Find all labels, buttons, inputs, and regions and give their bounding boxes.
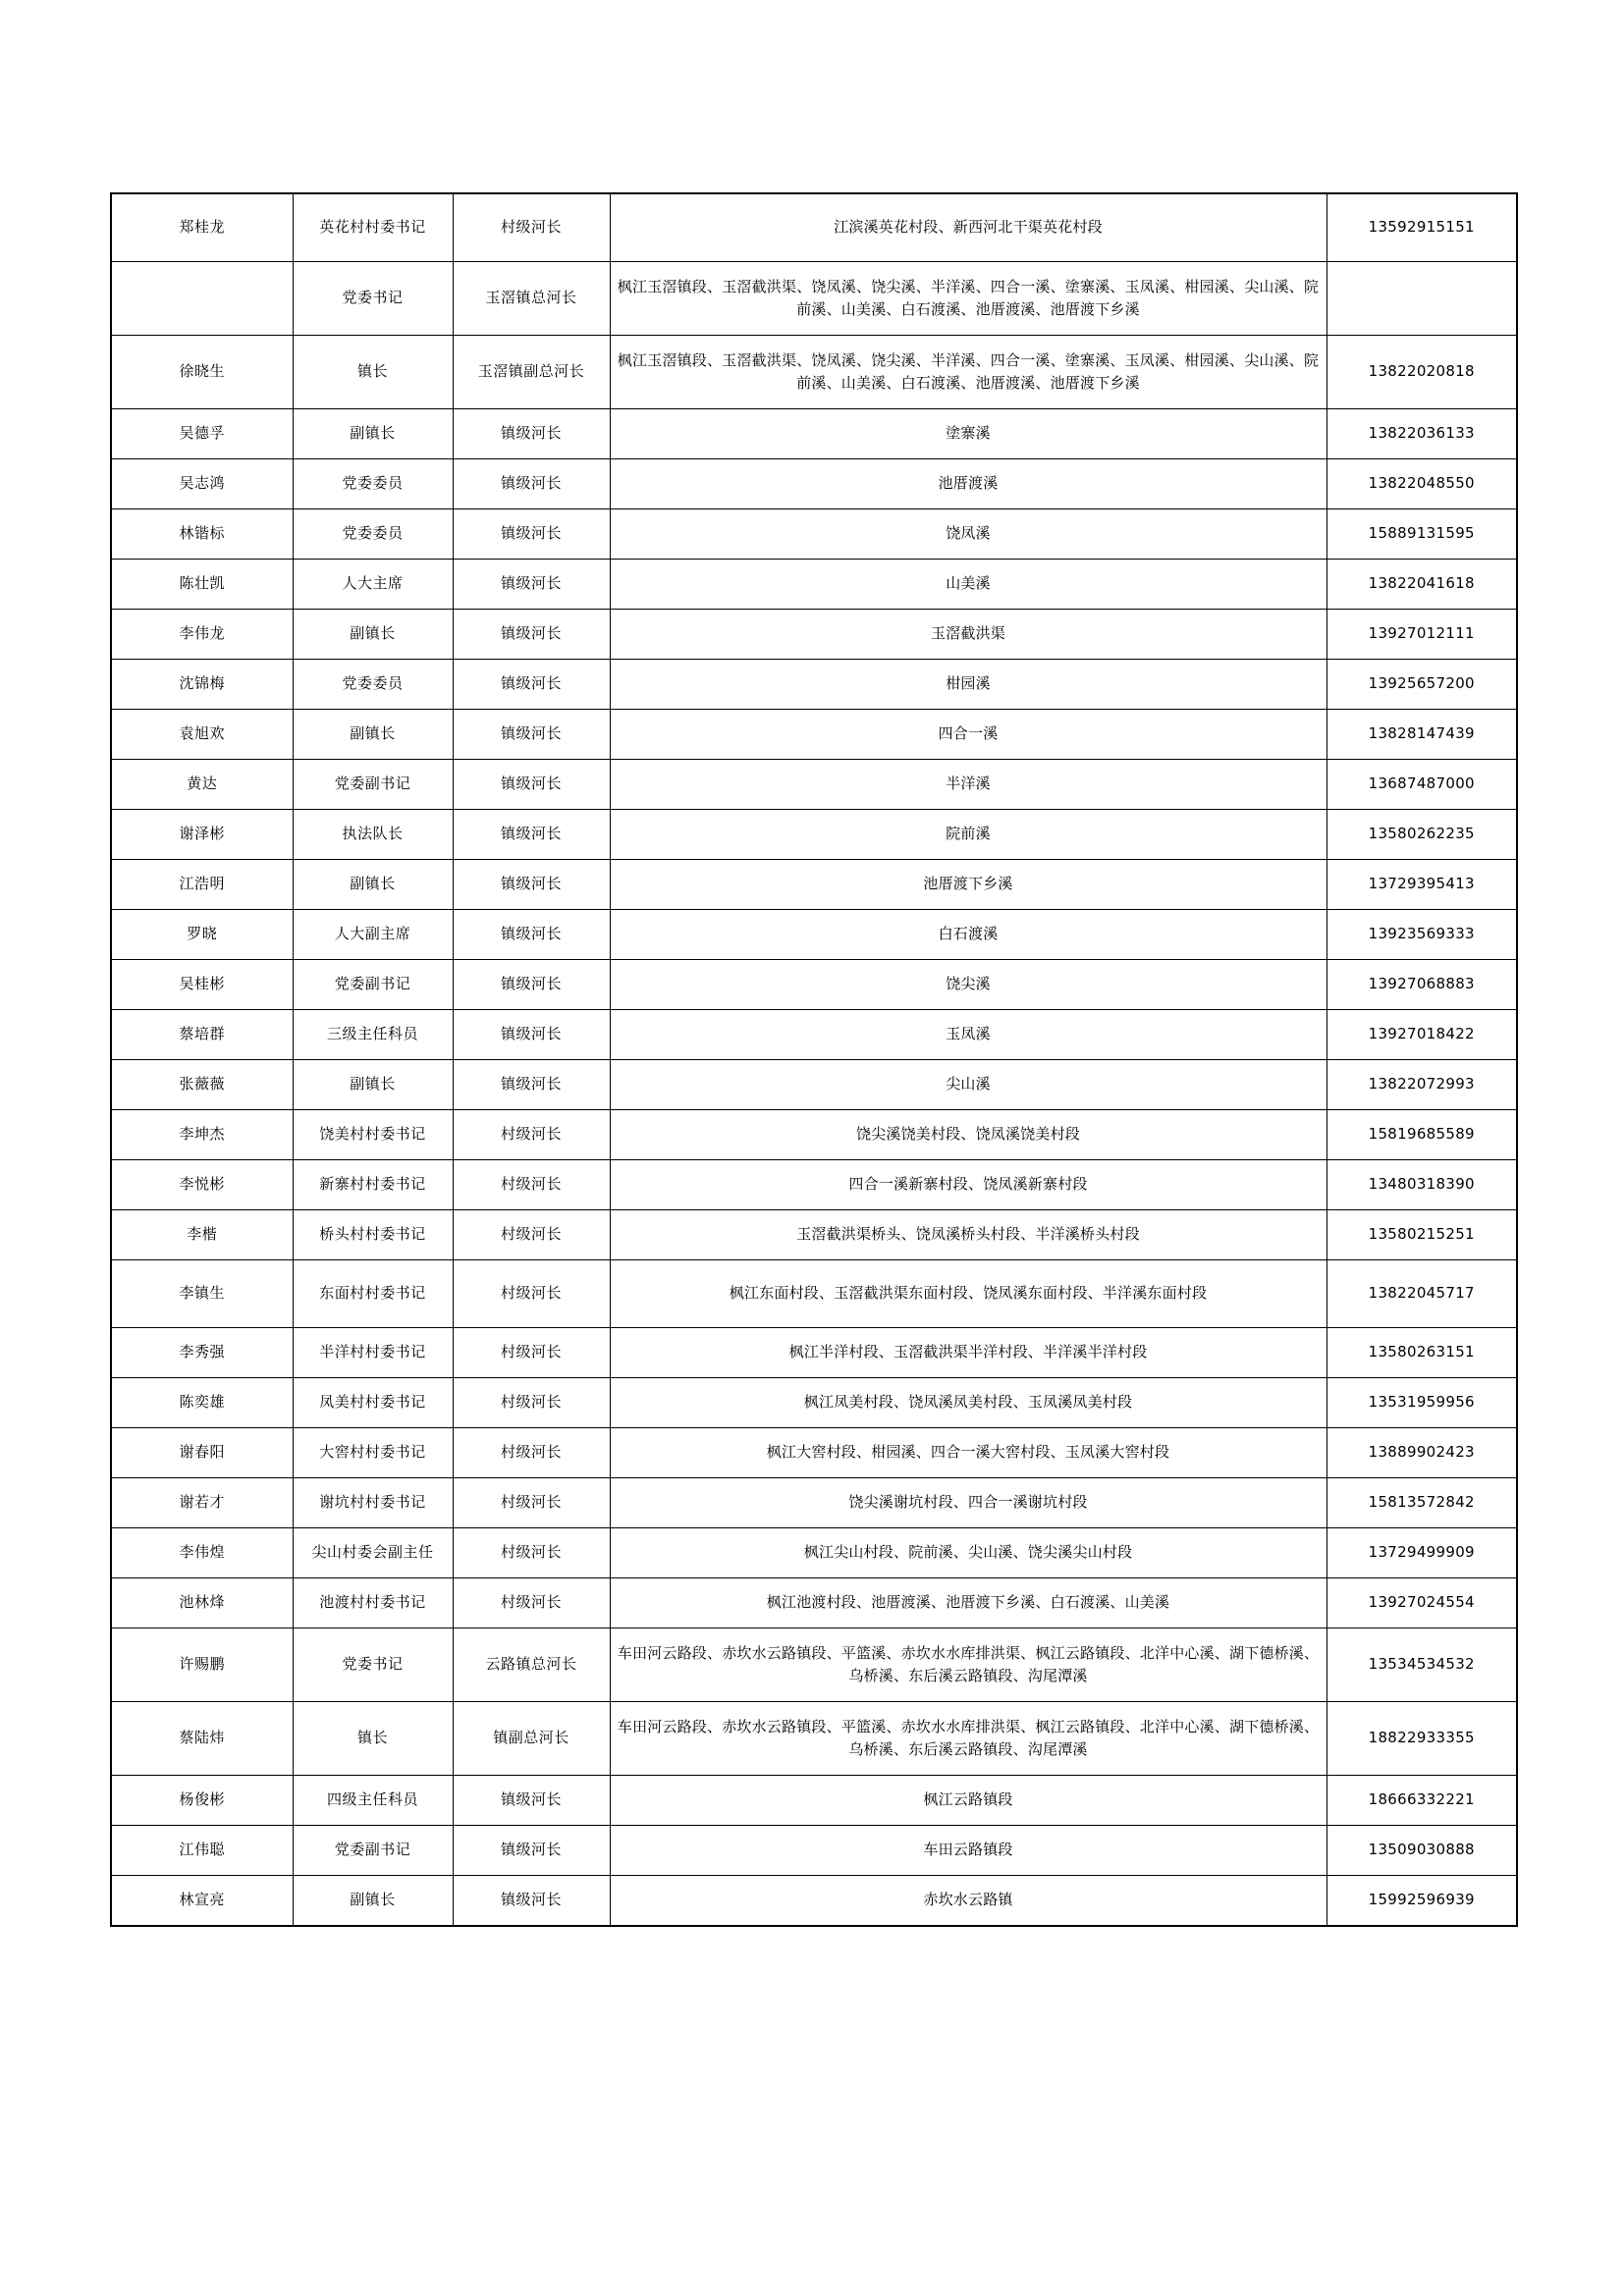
table-row bbox=[111, 1428, 1517, 1478]
cell-river-chief-level: 村级河长 bbox=[453, 1528, 610, 1578]
cell-responsible-river-section: 半洋溪 bbox=[610, 760, 1326, 810]
cell-post: 党委副书记 bbox=[293, 960, 453, 1010]
cell-name: 陈壮凯 bbox=[111, 560, 293, 610]
cell-responsible-river-section: 枫江凤美村段、饶凤溪凤美村段、玉凤溪凤美村段 bbox=[610, 1378, 1326, 1428]
cell-responsible-river-section: 四合一溪 bbox=[610, 710, 1326, 760]
cell-name: 林锴标 bbox=[111, 509, 293, 560]
cell-river-chief-level: 镇级河长 bbox=[453, 960, 610, 1010]
cell-responsible-river-section: 车田云路镇段 bbox=[610, 1826, 1326, 1876]
table-row bbox=[111, 860, 1517, 910]
cell-name: 江伟聪 bbox=[111, 1826, 293, 1876]
cell-responsible-river-section: 枫江半洋村段、玉滘截洪渠半洋村段、半洋溪半洋村段 bbox=[610, 1328, 1326, 1378]
cell-responsible-river-section: 池厝渡下乡溪 bbox=[610, 860, 1326, 910]
cell-river-chief-level: 镇级河长 bbox=[453, 1776, 610, 1826]
table-row bbox=[111, 1378, 1517, 1428]
cell-responsible-river-section: 四合一溪新寨村段、饶凤溪新寨村段 bbox=[610, 1160, 1326, 1210]
cell-phone-number: 13534534532 bbox=[1326, 1629, 1517, 1702]
cell-river-chief-level: 村级河长 bbox=[453, 1160, 610, 1210]
cell-post: 副镇长 bbox=[293, 409, 453, 459]
cell-phone-number: 13580262235 bbox=[1326, 810, 1517, 860]
cell-responsible-river-section: 枫江大窖村段、柑园溪、四合一溪大窖村段、玉凤溪大窖村段 bbox=[610, 1428, 1326, 1478]
cell-phone-number: 13925657200 bbox=[1326, 660, 1517, 710]
table-row bbox=[111, 1826, 1517, 1876]
cell-post: 谢坑村村委书记 bbox=[293, 1478, 453, 1528]
table-row bbox=[111, 560, 1517, 610]
cell-name: 李秀强 bbox=[111, 1328, 293, 1378]
table-row bbox=[111, 1110, 1517, 1160]
cell-responsible-river-section: 池厝渡溪 bbox=[610, 459, 1326, 509]
table-row bbox=[111, 1010, 1517, 1060]
table-body bbox=[111, 193, 1517, 1926]
cell-river-chief-level: 村级河长 bbox=[453, 1578, 610, 1629]
cell-phone-number: 15819685589 bbox=[1326, 1110, 1517, 1160]
cell-post: 党委委员 bbox=[293, 459, 453, 509]
cell-river-chief-level: 镇级河长 bbox=[453, 1876, 610, 1927]
cell-river-chief-level: 镇级河长 bbox=[453, 1826, 610, 1876]
cell-river-chief-level: 玉滘镇副总河长 bbox=[453, 336, 610, 409]
cell-responsible-river-section: 玉滘截洪渠桥头、饶凤溪桥头村段、半洋溪桥头村段 bbox=[610, 1210, 1326, 1260]
cell-phone-number: 18666332221 bbox=[1326, 1776, 1517, 1826]
cell-river-chief-level: 村级河长 bbox=[453, 193, 610, 262]
cell-phone-number: 13480318390 bbox=[1326, 1160, 1517, 1210]
cell-phone-number: 13923569333 bbox=[1326, 910, 1517, 960]
cell-name: 张薇薇 bbox=[111, 1060, 293, 1110]
cell-responsible-river-section: 山美溪 bbox=[610, 560, 1326, 610]
cell-name: 罗晓 bbox=[111, 910, 293, 960]
cell-name: 杨俊彬 bbox=[111, 1776, 293, 1826]
cell-river-chief-level: 村级河长 bbox=[453, 1328, 610, 1378]
table-row bbox=[111, 409, 1517, 459]
cell-river-chief-level: 镇级河长 bbox=[453, 560, 610, 610]
cell-phone-number: 13822072993 bbox=[1326, 1060, 1517, 1110]
cell-responsible-river-section: 玉滘截洪渠 bbox=[610, 610, 1326, 660]
cell-post: 党委委员 bbox=[293, 660, 453, 710]
cell-name: 李悦彬 bbox=[111, 1160, 293, 1210]
river-chief-table-container bbox=[110, 192, 1516, 1927]
table-row bbox=[111, 1210, 1517, 1260]
cell-phone-number: 15813572842 bbox=[1326, 1478, 1517, 1528]
cell-river-chief-level: 玉滘镇总河长 bbox=[453, 262, 610, 336]
cell-name: 李镇生 bbox=[111, 1260, 293, 1328]
table-row bbox=[111, 1160, 1517, 1210]
cell-post: 英花村村委书记 bbox=[293, 193, 453, 262]
cell-phone-number: 13927018422 bbox=[1326, 1010, 1517, 1060]
cell-phone-number: 13687487000 bbox=[1326, 760, 1517, 810]
cell-post: 副镇长 bbox=[293, 1876, 453, 1927]
cell-name: 林宣亮 bbox=[111, 1876, 293, 1927]
table-row bbox=[111, 193, 1517, 262]
cell-phone-number: 13580215251 bbox=[1326, 1210, 1517, 1260]
cell-post: 人大主席 bbox=[293, 560, 453, 610]
table-row bbox=[111, 1328, 1517, 1378]
cell-name: 谢春阳 bbox=[111, 1428, 293, 1478]
table-row bbox=[111, 1478, 1517, 1528]
cell-phone-number: 13580263151 bbox=[1326, 1328, 1517, 1378]
cell-post: 半洋村村委书记 bbox=[293, 1328, 453, 1378]
cell-responsible-river-section: 院前溪 bbox=[610, 810, 1326, 860]
cell-post: 党委副书记 bbox=[293, 1826, 453, 1876]
cell-post: 凤美村村委书记 bbox=[293, 1378, 453, 1428]
cell-name: 江浩明 bbox=[111, 860, 293, 910]
table-row bbox=[111, 1060, 1517, 1110]
cell-post: 党委书记 bbox=[293, 1629, 453, 1702]
cell-post: 副镇长 bbox=[293, 710, 453, 760]
cell-responsible-river-section: 江滨溪英花村段、新西河北干渠英花村段 bbox=[610, 193, 1326, 262]
cell-name: 黄达 bbox=[111, 760, 293, 810]
cell-name: 谢若才 bbox=[111, 1478, 293, 1528]
cell-name: 蔡陆炜 bbox=[111, 1702, 293, 1776]
cell-river-chief-level: 村级河长 bbox=[453, 1378, 610, 1428]
cell-responsible-river-section: 枫江玉滘镇段、玉滘截洪渠、饶凤溪、饶尖溪、半洋溪、四合一溪、塗寨溪、玉凤溪、柑园溪、尖山溪、院前溪、山美溪、白石渡溪、池厝渡溪、池厝渡下乡溪 bbox=[610, 336, 1326, 409]
cell-river-chief-level: 镇级河长 bbox=[453, 910, 610, 960]
cell-name: 陈奕雄 bbox=[111, 1378, 293, 1428]
table-row bbox=[111, 1876, 1517, 1927]
cell-post: 镇长 bbox=[293, 336, 453, 409]
cell-post: 三级主任科员 bbox=[293, 1010, 453, 1060]
cell-post: 池渡村村委书记 bbox=[293, 1578, 453, 1629]
cell-post: 党委副书记 bbox=[293, 760, 453, 810]
cell-river-chief-level: 镇级河长 bbox=[453, 660, 610, 710]
cell-post: 副镇长 bbox=[293, 1060, 453, 1110]
cell-phone-number: 15889131595 bbox=[1326, 509, 1517, 560]
cell-responsible-river-section: 柑园溪 bbox=[610, 660, 1326, 710]
cell-responsible-river-section: 赤坎水云路镇 bbox=[610, 1876, 1326, 1927]
cell-name: 沈锦梅 bbox=[111, 660, 293, 710]
cell-name: 吴德孚 bbox=[111, 409, 293, 459]
cell-river-chief-level: 镇级河长 bbox=[453, 459, 610, 509]
cell-river-chief-level: 镇级河长 bbox=[453, 1060, 610, 1110]
cell-post: 东面村村委书记 bbox=[293, 1260, 453, 1328]
table-row bbox=[111, 1528, 1517, 1578]
cell-responsible-river-section: 塗寨溪 bbox=[610, 409, 1326, 459]
cell-post: 桥头村村委书记 bbox=[293, 1210, 453, 1260]
cell-name: 徐晓生 bbox=[111, 336, 293, 409]
cell-responsible-river-section: 白石渡溪 bbox=[610, 910, 1326, 960]
cell-post: 党委委员 bbox=[293, 509, 453, 560]
cell-river-chief-level: 镇级河长 bbox=[453, 409, 610, 459]
cell-phone-number: 13927012111 bbox=[1326, 610, 1517, 660]
cell-phone-number: 13729499909 bbox=[1326, 1528, 1517, 1578]
cell-phone-number: 13822048550 bbox=[1326, 459, 1517, 509]
cell-name bbox=[111, 262, 293, 336]
cell-phone-number: 13927024554 bbox=[1326, 1578, 1517, 1629]
cell-river-chief-level: 镇级河长 bbox=[453, 760, 610, 810]
table-row bbox=[111, 1629, 1517, 1702]
cell-post: 人大副主席 bbox=[293, 910, 453, 960]
cell-responsible-river-section: 饶尖溪谢坑村段、四合一溪谢坑村段 bbox=[610, 1478, 1326, 1528]
cell-phone-number: 13828147439 bbox=[1326, 710, 1517, 760]
cell-post: 大窖村村委书记 bbox=[293, 1428, 453, 1478]
cell-phone-number: 18822933355 bbox=[1326, 1702, 1517, 1776]
table-row bbox=[111, 1260, 1517, 1328]
cell-river-chief-level: 镇级河长 bbox=[453, 860, 610, 910]
cell-phone-number: 13822020818 bbox=[1326, 336, 1517, 409]
table-row bbox=[111, 910, 1517, 960]
table-row bbox=[111, 262, 1517, 336]
cell-responsible-river-section: 饶尖溪 bbox=[610, 960, 1326, 1010]
cell-river-chief-level: 镇级河长 bbox=[453, 509, 610, 560]
cell-phone-number: 13509030888 bbox=[1326, 1826, 1517, 1876]
cell-post: 四级主任科员 bbox=[293, 1776, 453, 1826]
cell-phone-number: 15992596939 bbox=[1326, 1876, 1517, 1927]
cell-river-chief-level: 村级河长 bbox=[453, 1210, 610, 1260]
cell-name: 李楷 bbox=[111, 1210, 293, 1260]
cell-phone-number: 13822041618 bbox=[1326, 560, 1517, 610]
river-chief-table bbox=[110, 192, 1518, 1927]
cell-post: 党委书记 bbox=[293, 262, 453, 336]
cell-responsible-river-section: 车田河云路段、赤坎水云路镇段、平篮溪、赤坎水水库排洪渠、枫江云路镇段、北洋中心溪、湖下德桥溪、乌桥溪、东后溪云路镇段、沟尾潭溪 bbox=[610, 1702, 1326, 1776]
cell-river-chief-level: 云路镇总河长 bbox=[453, 1629, 610, 1702]
cell-post: 饶美村村委书记 bbox=[293, 1110, 453, 1160]
table-row bbox=[111, 509, 1517, 560]
table-row bbox=[111, 1776, 1517, 1826]
cell-river-chief-level: 镇级河长 bbox=[453, 610, 610, 660]
cell-post: 执法队长 bbox=[293, 810, 453, 860]
cell-name: 李伟龙 bbox=[111, 610, 293, 660]
cell-phone-number: 13889902423 bbox=[1326, 1428, 1517, 1478]
cell-responsible-river-section: 玉凤溪 bbox=[610, 1010, 1326, 1060]
cell-responsible-river-section: 饶尖溪饶美村段、饶凤溪饶美村段 bbox=[610, 1110, 1326, 1160]
cell-river-chief-level: 村级河长 bbox=[453, 1260, 610, 1328]
cell-phone-number: 13822045717 bbox=[1326, 1260, 1517, 1328]
cell-responsible-river-section: 枫江尖山村段、院前溪、尖山溪、饶尖溪尖山村段 bbox=[610, 1528, 1326, 1578]
table-row bbox=[111, 660, 1517, 710]
cell-name: 吴桂彬 bbox=[111, 960, 293, 1010]
cell-river-chief-level: 镇级河长 bbox=[453, 710, 610, 760]
cell-name: 郑桂龙 bbox=[111, 193, 293, 262]
cell-river-chief-level: 镇级河长 bbox=[453, 1010, 610, 1060]
cell-phone-number: 13531959956 bbox=[1326, 1378, 1517, 1428]
cell-post: 镇长 bbox=[293, 1702, 453, 1776]
cell-phone-number: 13592915151 bbox=[1326, 193, 1517, 262]
cell-name: 池林烽 bbox=[111, 1578, 293, 1629]
cell-name: 李坤杰 bbox=[111, 1110, 293, 1160]
cell-river-chief-level: 村级河长 bbox=[453, 1478, 610, 1528]
cell-responsible-river-section: 枫江玉滘镇段、玉滘截洪渠、饶凤溪、饶尖溪、半洋溪、四合一溪、塗寨溪、玉凤溪、柑园溪、尖山溪、院前溪、山美溪、白石渡溪、池厝渡溪、池厝渡下乡溪 bbox=[610, 262, 1326, 336]
table-row bbox=[111, 336, 1517, 409]
table-row bbox=[111, 1702, 1517, 1776]
cell-responsible-river-section: 枫江云路镇段 bbox=[610, 1776, 1326, 1826]
cell-name: 吴志鸿 bbox=[111, 459, 293, 509]
table-row bbox=[111, 1578, 1517, 1629]
cell-post: 副镇长 bbox=[293, 860, 453, 910]
cell-phone-number: 13822036133 bbox=[1326, 409, 1517, 459]
cell-name: 李伟煌 bbox=[111, 1528, 293, 1578]
cell-post: 新寨村村委书记 bbox=[293, 1160, 453, 1210]
cell-name: 袁旭欢 bbox=[111, 710, 293, 760]
cell-phone-number: 13927068883 bbox=[1326, 960, 1517, 1010]
cell-phone-number bbox=[1326, 262, 1517, 336]
cell-responsible-river-section: 枫江东面村段、玉滘截洪渠东面村段、饶凤溪东面村段、半洋溪东面村段 bbox=[610, 1260, 1326, 1328]
cell-name: 许赐鹏 bbox=[111, 1629, 293, 1702]
table-row bbox=[111, 459, 1517, 509]
cell-responsible-river-section: 枫江池渡村段、池厝渡溪、池厝渡下乡溪、白石渡溪、山美溪 bbox=[610, 1578, 1326, 1629]
cell-responsible-river-section: 尖山溪 bbox=[610, 1060, 1326, 1110]
cell-post: 尖山村委会副主任 bbox=[293, 1528, 453, 1578]
table-row bbox=[111, 960, 1517, 1010]
cell-river-chief-level: 镇副总河长 bbox=[453, 1702, 610, 1776]
cell-name: 谢泽彬 bbox=[111, 810, 293, 860]
cell-river-chief-level: 镇级河长 bbox=[453, 810, 610, 860]
cell-river-chief-level: 村级河长 bbox=[453, 1110, 610, 1160]
table-row bbox=[111, 810, 1517, 860]
table-row bbox=[111, 610, 1517, 660]
cell-post: 副镇长 bbox=[293, 610, 453, 660]
cell-responsible-river-section: 饶凤溪 bbox=[610, 509, 1326, 560]
cell-river-chief-level: 村级河长 bbox=[453, 1428, 610, 1478]
cell-name: 蔡培群 bbox=[111, 1010, 293, 1060]
cell-phone-number: 13729395413 bbox=[1326, 860, 1517, 910]
cell-responsible-river-section: 车田河云路段、赤坎水云路镇段、平篮溪、赤坎水水库排洪渠、枫江云路镇段、北洋中心溪、湖下德桥溪、乌桥溪、东后溪云路镇段、沟尾潭溪 bbox=[610, 1629, 1326, 1702]
table-row bbox=[111, 760, 1517, 810]
table-row bbox=[111, 710, 1517, 760]
